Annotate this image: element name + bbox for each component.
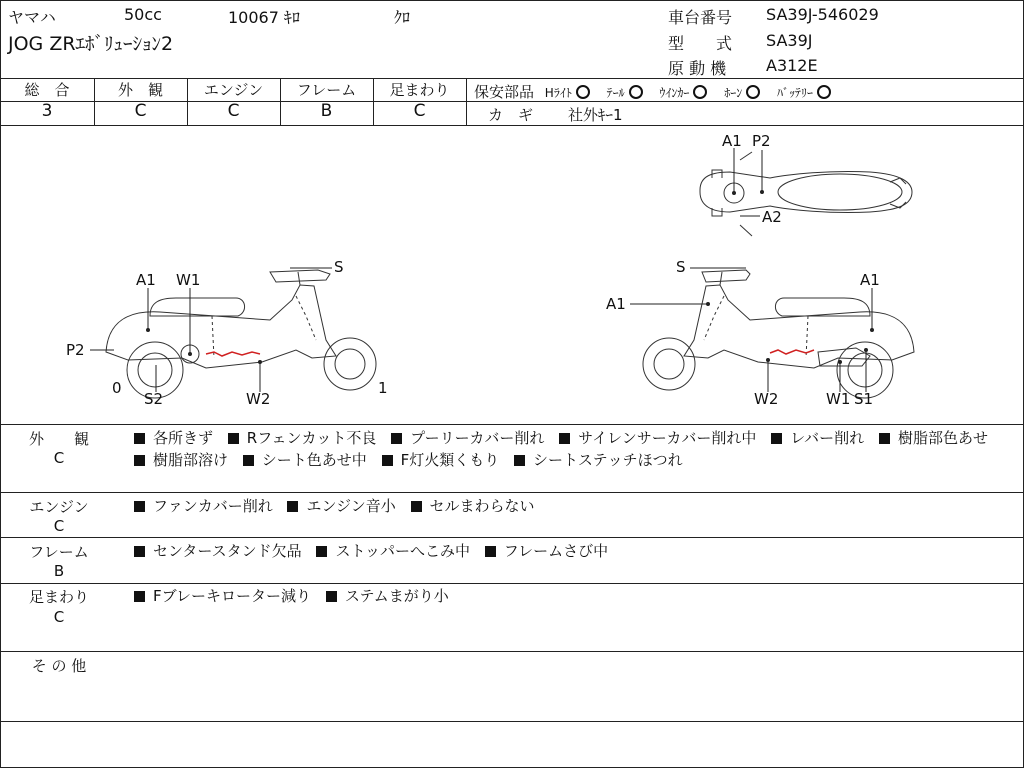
grade-engine-value: C: [227, 101, 240, 121]
diagram-label: A1: [722, 132, 742, 150]
suspension-section-label: 足まわり: [28, 588, 89, 606]
list-item: ストッパーへこみ中: [316, 542, 470, 560]
bullet-square-icon: [514, 455, 525, 466]
list-item: フレームさび中: [485, 542, 608, 560]
displacement: 50cc: [124, 5, 162, 24]
damage-mark: [770, 350, 814, 354]
bullet-square-icon: [391, 433, 402, 444]
circle-mark-icon: [817, 85, 831, 99]
grade-frame-value: B: [320, 101, 333, 121]
bullet-square-icon: [134, 455, 145, 466]
mileage: 10067 ｷﾛ: [228, 8, 301, 27]
list-item: ステムまがり小: [326, 587, 449, 605]
bullet-square-icon: [411, 501, 422, 512]
list-item: 樹脂部色あせ: [879, 429, 988, 447]
exterior-section-label: 外 観: [28, 430, 89, 448]
list-item: 各所きず: [134, 429, 213, 447]
vehicle-color: ｸﾛ: [394, 8, 411, 27]
type-value: SA39J: [766, 31, 813, 50]
divider: [0, 651, 1024, 652]
safety-headlight: Hﾗｲﾄ: [544, 86, 572, 100]
list-item: F灯火類くもり: [382, 451, 500, 469]
top-view-scooter: [700, 152, 912, 236]
list-item: セルまわらない: [411, 497, 535, 515]
bullet-square-icon: [134, 546, 145, 557]
bullet-square-icon: [326, 591, 337, 602]
frame-no-label: 車台番号: [668, 8, 733, 27]
type-label: 型 式: [668, 34, 733, 53]
circle-mark-icon: [693, 85, 707, 99]
key-value: 社外ｷｰ1: [568, 106, 623, 124]
diagram-label: S: [676, 258, 686, 276]
bullet-square-icon: [879, 433, 890, 444]
other-section-label: そ の 他: [31, 657, 87, 675]
frame-notes: [134, 540, 1014, 562]
bullet-square-icon: [287, 501, 298, 512]
grade-exterior-label: 外 観: [117, 81, 163, 99]
grade-overall-value: 3: [41, 101, 53, 121]
safety-battery: ﾊﾞｯﾃﾘｰ: [777, 86, 814, 100]
divider: [466, 78, 467, 125]
list-item: ファンカバー削れ: [134, 497, 273, 515]
list-item: サイレンサーカバー削れ中: [559, 429, 756, 447]
bullet-square-icon: [134, 433, 145, 444]
bullet-square-icon: [228, 433, 239, 444]
grade-exterior-value: C: [134, 101, 147, 121]
suspension-notes: [134, 585, 1014, 607]
mileage-unit: ｷﾛ: [284, 8, 301, 27]
diagram-label: P2: [752, 132, 771, 150]
safety-parts-row: [474, 81, 843, 102]
grade-suspension-value: C: [413, 101, 426, 121]
bullet-square-icon: [134, 501, 145, 512]
grade-overall-label: 総 合: [24, 81, 70, 99]
diagram-label: W1: [176, 271, 201, 289]
engine-notes: [134, 495, 1014, 517]
list-item: レバー削れ: [771, 429, 864, 447]
bullet-square-icon: [243, 455, 254, 466]
divider: [0, 492, 1024, 493]
list-item: センタースタンド欠品: [134, 542, 302, 560]
circle-mark-icon: [746, 85, 760, 99]
bullet-square-icon: [382, 455, 393, 466]
bullet-square-icon: [134, 591, 145, 602]
diagram-label: A2: [762, 208, 782, 226]
divider: [0, 721, 1024, 722]
suspension-section-grade: C: [53, 608, 65, 626]
divider: [0, 537, 1024, 538]
divider: [0, 424, 1024, 425]
diagram-label: S1: [854, 390, 874, 408]
diagram-label: A1: [136, 271, 156, 289]
divider: [0, 583, 1024, 584]
list-item: エンジン音小: [287, 497, 395, 515]
bullet-square-icon: [485, 546, 496, 557]
maker: ヤマハ: [8, 8, 56, 27]
circle-mark-icon: [629, 85, 643, 99]
list-item: シートステッチほつれ: [514, 451, 683, 469]
engine-value: A312E: [766, 56, 818, 75]
engine-label: 原 動 機: [668, 59, 727, 78]
damage-diagram: [0, 126, 1024, 424]
diagram-label: W1: [826, 390, 851, 408]
diagram-label: A1: [860, 271, 880, 289]
bullet-square-icon: [771, 433, 782, 444]
safety-horn: ﾎｰﾝ: [724, 86, 743, 100]
leader-lines: [90, 148, 872, 392]
frame-section-grade: B: [53, 562, 65, 580]
diagram-label: W2: [246, 390, 271, 408]
list-item: Fブレーキローター減り: [134, 587, 311, 605]
model-name: JOG ZRｴﾎﾞﾘｭｰｼｮﾝ2: [8, 33, 174, 55]
diagram-label: 0: [112, 379, 122, 397]
diagram-label: P2: [66, 341, 85, 359]
right-side-scooter: [643, 270, 914, 398]
circle-mark-icon: [576, 85, 590, 99]
safety-tail: ﾃｰﾙ: [606, 86, 625, 100]
grade-engine-label: エンジン: [203, 81, 264, 99]
grade-frame-label: フレーム: [296, 81, 357, 99]
list-item: 樹脂部溶け: [134, 451, 228, 469]
diagram-label: S: [334, 258, 344, 276]
diagram-label: S2: [144, 390, 164, 408]
grade-suspension-label: 足まわり: [389, 81, 450, 99]
safety-winker: ｳｲﾝｶｰ: [659, 86, 690, 100]
list-item: Rフェンカット不良: [228, 429, 377, 447]
list-item: シート色あせ中: [243, 451, 367, 469]
engine-section-grade: C: [53, 517, 65, 535]
exterior-notes: [134, 427, 1014, 471]
exterior-section-grade: C: [53, 449, 65, 467]
diagram-label: 1: [378, 379, 388, 397]
bullet-square-icon: [559, 433, 570, 444]
safety-label: 保安部品: [474, 83, 535, 101]
diagram-label: W2: [754, 390, 779, 408]
frame-no: SA39J-546029: [766, 5, 879, 24]
key-label: カ ギ: [488, 106, 534, 124]
frame-section-label: フレーム: [29, 543, 89, 561]
bullet-square-icon: [316, 546, 327, 557]
diagram-label: A1: [606, 295, 626, 313]
left-side-scooter: [106, 270, 376, 398]
engine-section-label: エンジン: [29, 498, 89, 516]
list-item: プーリーカバー削れ: [391, 429, 544, 447]
